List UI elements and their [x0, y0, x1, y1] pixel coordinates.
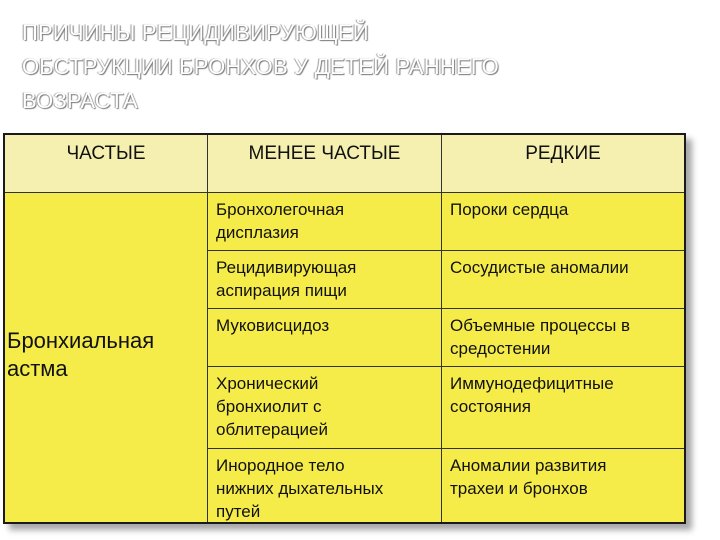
- slide-title: [22, 16, 702, 118]
- cell-line: Иммунодефицитные: [450, 374, 614, 393]
- header-frequent-label: ЧАСТЫЕ: [66, 143, 146, 164]
- cell-line: Хронический: [216, 374, 319, 393]
- cell-line: Муковисцидоз: [216, 316, 330, 335]
- cell-line: дисплазия: [216, 223, 299, 242]
- header-frequent: [5, 135, 208, 193]
- table-row-3-less: [208, 309, 442, 367]
- cell-line: Рецидивирующая: [216, 258, 357, 277]
- cell-line: Объемные процессы в: [450, 316, 631, 335]
- cell-line: средостении: [450, 339, 551, 358]
- header-rare: [442, 135, 684, 193]
- frequent-text: [7, 327, 154, 383]
- frequent-line: астма: [7, 356, 68, 381]
- header-rare-label: РЕДКИЕ: [525, 143, 601, 164]
- frequent-line: Бронхиальная: [7, 328, 155, 353]
- table-row-2-rare: [442, 251, 684, 309]
- cell-line: трахеи и бронхов: [450, 479, 588, 498]
- slide-title-line: ПРИЧИНЫ РЕЦИДИВИРУЮЩЕЙ: [22, 20, 369, 45]
- cell-line: бронхиолит с: [216, 397, 322, 416]
- table-row-1-less: [208, 193, 442, 251]
- cell-line: состояния: [450, 397, 531, 416]
- header-less-frequent: [208, 135, 442, 193]
- cell-line: Сосудистые аномалии: [450, 258, 629, 277]
- header-less-frequent-label: МЕНЕЕ ЧАСТЫЕ: [248, 143, 401, 164]
- table-row-3-rare: [442, 309, 684, 367]
- cell-line: облитерацией: [216, 420, 328, 439]
- cell-line: Бронхолегочная: [216, 200, 345, 219]
- cell-line: Инородное тело: [216, 456, 345, 475]
- cell-line: аспирация пищи: [216, 281, 347, 300]
- slide-title-line: ОБСТРУКЦИИ БРОНХОВ У ДЕТЕЙ РАННЕГО: [22, 54, 499, 79]
- cell-line: Пороки сердца: [450, 200, 569, 219]
- table-row-5-rare: [442, 449, 684, 522]
- slide-title-line: ВОЗРАСТА: [22, 88, 138, 113]
- table-row-4-rare: [442, 367, 684, 449]
- cell-frequent: [5, 193, 208, 522]
- table-row-1-rare: [442, 193, 684, 251]
- table-row-4-less: [208, 367, 442, 449]
- causes-table: [3, 133, 686, 524]
- table-row-5-less: [208, 449, 442, 522]
- cell-line: Аномалии развития: [450, 456, 607, 475]
- cell-line: нижних дыхательных: [216, 479, 384, 498]
- cell-line: путей: [216, 502, 261, 521]
- table-row-2-less: [208, 251, 442, 309]
